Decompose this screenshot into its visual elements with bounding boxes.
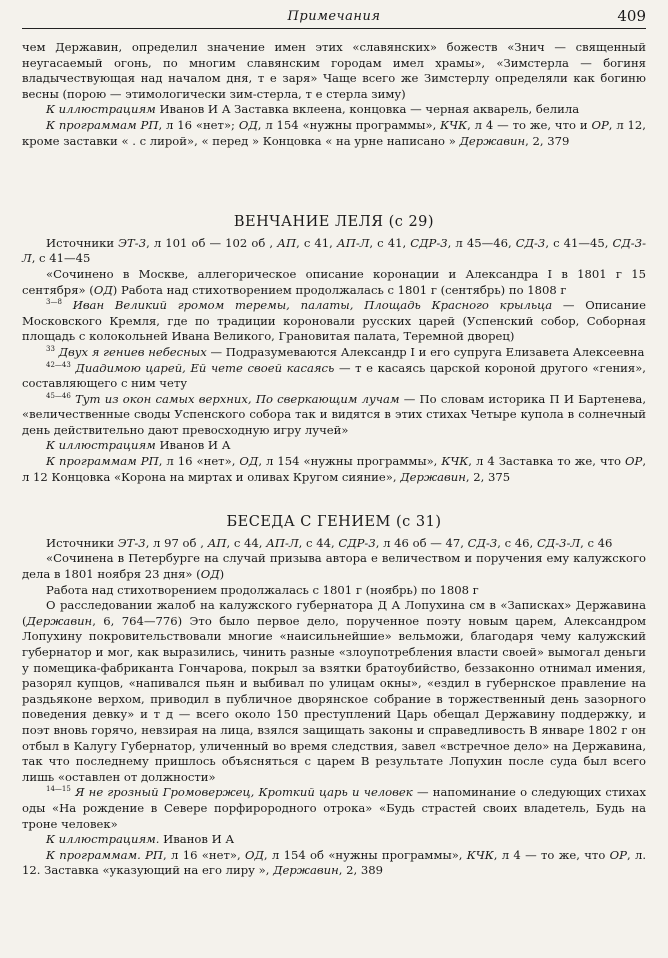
siglum: СДР-3: [338, 535, 376, 550]
illustrations-paragraph: [22, 832, 646, 848]
investigation-paragraph: [22, 598, 646, 785]
illustrations-text: Иванов И А Заставка вклеена, концовка — черная акварель, белила: [155, 102, 580, 117]
section-spacer: [22, 149, 646, 209]
siglum: КЧК: [466, 847, 494, 862]
text-span: «Сочинена в Петербурге на случай призыва автора е величеством и поручения ему калужского дела в 1801 ноября 23 дня» (: [22, 551, 646, 582]
text-span: , л 154 об «нужны программы»,: [263, 847, 467, 862]
line-reference: 3—8: [46, 298, 62, 307]
siglum: ОД: [239, 454, 259, 469]
text-span: , с 46: [580, 535, 613, 550]
text-span: , 2, 375: [465, 469, 511, 484]
section-title-venchanie: ВЕНЧАНИЕ ЛЕЛЯ (с 29): [233, 214, 435, 231]
text-span: , с 44,: [226, 535, 267, 550]
text-span: , л 154 «нужны программы»,: [258, 454, 442, 469]
text-span: , л 16 «нет»,: [163, 847, 245, 862]
siglum: Державин: [273, 863, 339, 878]
illustrations-label: К иллюстрациям: [46, 102, 156, 117]
text-span: , л 101 об — 102 об ,: [146, 235, 278, 250]
line-reference: 45—46: [46, 391, 71, 400]
illustrations-paragraph: [22, 438, 646, 454]
note-paragraph: [22, 298, 646, 345]
siglum: ОД: [200, 567, 220, 582]
programs-paragraph: [22, 848, 646, 879]
siglum: ОР: [591, 117, 609, 132]
note-text: — напоминание о следующих стихах оды «На рождение в Севере порфирородного отрока» «Будь страстей своих владетель, Будь на троне человек»: [22, 785, 646, 831]
siglum: Державин: [26, 613, 93, 628]
note-paragraph: [22, 361, 646, 392]
illustrations-text: Иванов И А: [159, 832, 235, 847]
text-span: , 6, 764—776) Это было первое дело, порученное поэту новым царем, Александром Лопухину покровительствовали многие «наисильнейшие» вельможи, благодаря чему калужский губернатор и мог, как выразились, чинить разные «злоупотребления власти своей» вымогал деньги у помещика-фабриканта Гончарова, покрыл за взятки братоубийство, беззаконно отнимал имения, разорял купцов, «напивался пьян и выбивал по улицам окны», «ездил в губернское правление на раздьяконе верхом, приводил в публичное дворянское собрание в торжественный день зазорного поведения девку» и т д — всего около 150 преступлений Царь обещал Державину поддержку, и поэт вновь горячо, невзирая на лица, взялся защищать законы и справедливость В январе 1802 г он отбыл в Калугу Губернатор, уличенный во время следствия, завел «встречное дело» на Державина, так что последнему пришлось объясняться с царем В результате Лопухин после суда был всего лишь «оставлен от должности»: [22, 613, 646, 784]
illustrations-label: К иллюстрациям: [46, 438, 156, 453]
intro-programs: [22, 118, 646, 149]
quoted-verse: Тут из окон самых верхних, По сверкающим лучам: [75, 391, 400, 406]
illustrations-label: К иллюстрациям.: [46, 832, 160, 847]
text-span: Источники: [46, 235, 119, 250]
text-span: Источники: [46, 535, 118, 550]
note-text: — По словам историка П И Бартенева, «величественные своды Успенского собора так и видятся в этих стихах Четыре купола в солнечный день действительно дают превосходную игру лучей»: [22, 391, 647, 437]
programs-label: К программам. РП: [46, 847, 164, 862]
text-span: , л 4 Заставка то же, что: [468, 454, 626, 469]
text-span: , с 41—45: [31, 251, 91, 266]
dating-paragraph: [22, 551, 646, 582]
quoted-verse: Я не грозный Громовержец, Кроткий царь и человек: [75, 785, 413, 800]
siglum: АП-Л: [336, 235, 370, 250]
intro-illustrations: [22, 102, 646, 118]
text-span: , с 41—45,: [545, 235, 613, 250]
text-span: , с 44,: [298, 535, 339, 550]
section-title-beseda: БЕСЕДА С ГЕНИЕМ (с 31): [226, 514, 442, 531]
programs-paragraph: [22, 454, 646, 485]
text-span: , л 4 — то же, что и: [467, 117, 592, 132]
quoted-verse: Двух я гениев небесных: [58, 344, 207, 359]
note-text: — т е касаясь царской короной другого «гения», составляющего с ним чету: [22, 360, 646, 391]
note-paragraph: [22, 345, 646, 361]
text-span: , л 12, кроме заставки « . с лирой», « перед » Концовка « на урне написано »: [22, 117, 646, 148]
siglum: АП-Л: [266, 535, 299, 550]
sources-paragraph: [22, 236, 646, 267]
siglum: Державин: [459, 133, 526, 148]
siglum: ЭТ-3: [118, 235, 147, 250]
siglum: КЧК: [440, 117, 468, 132]
note-text: — Описание Московского Кремля, где по традиции короновали русских царей (Успенский собор, Соборная площадь с колокольней Ивана Великого, Грановитая палата, Теремной дворец): [22, 298, 646, 344]
text-span: , 2, 379: [525, 133, 570, 148]
line-reference: 14—15: [46, 785, 71, 794]
siglum: СД-3: [467, 535, 498, 550]
quoted-verse: Иван Великий громом теремы, палаты, Площадь Красного крыльца: [72, 298, 553, 313]
text-span: , л 46 об — 47,: [375, 535, 468, 550]
text-span: , л 16 «нет»,: [158, 454, 240, 469]
illustrations-text: Иванов И А: [155, 438, 231, 453]
text-span: , с 41,: [369, 235, 411, 250]
note-paragraph: [22, 392, 646, 439]
text-span: , с 46,: [497, 535, 537, 550]
siglum: ОД: [238, 117, 258, 132]
siglum: СДР-3: [410, 235, 448, 250]
siglum: Державин: [400, 469, 466, 484]
siglum: АП: [277, 235, 297, 250]
text-span: , л 45—46,: [447, 235, 516, 250]
text-span: «Сочинено в Москве, аллегорическое описание коронации и Александра I в 1801 г 15 сентября» (: [22, 266, 646, 297]
siglum: СД-3-Л: [536, 535, 581, 550]
siglum: ОР: [625, 454, 643, 469]
siglum: ОР: [609, 847, 627, 862]
text-span: , л 16 «нет»;: [158, 117, 239, 132]
note-paragraph: [22, 785, 646, 832]
sources-paragraph: [22, 536, 646, 552]
text-span: , л 12 Концовка «Корона на миртах и оливах Кругом сияние»,: [22, 454, 647, 484]
line-reference: 33: [46, 345, 55, 354]
siglum: СД-3-Л: [22, 235, 647, 266]
dating-paragraph: [22, 267, 646, 298]
quoted-verse: Диадимою царей, Ей чете своей касаясь: [75, 360, 335, 375]
running-header: [22, 6, 646, 29]
siglum: СД-3: [515, 235, 546, 250]
siglum: ЭТ-3: [117, 535, 146, 550]
siglum: АП: [207, 535, 227, 550]
text-span: , л 4 — то же, что: [493, 847, 610, 862]
text-span: , л 154 «нужны программы»,: [257, 117, 441, 132]
programs-label: К программам РП: [46, 454, 159, 469]
text-span: , 2, 389: [338, 863, 383, 878]
page-number: 409: [617, 7, 646, 25]
note-text: — Подразумеваются Александр I и его супруга Елизавета Алексеевна: [206, 344, 645, 359]
work-period-paragraph: Работа над стихотворением продолжалась с 1801 г (ноябрь) по 1808 г: [46, 582, 479, 597]
siglum: ОД: [93, 282, 113, 297]
text-span: О расследовании жалоб на калужского губернатора Д А Лопухина см в «Записках» Державина (: [22, 598, 646, 628]
running-title: Примечания: [287, 9, 381, 24]
intro-paragraph: чем Державин, определил значение имен этих «славянских» божеств «Знич — священный неугасаемый огонь, по многим славянским городам имел храмы», «Зимстерла — богиня владычествующая над началом дня, т е заря» Чаще всего же Зимстерлу определяли как богиню весны (порою — этимологически зим-стерла, т е стерла зиму): [22, 40, 646, 101]
text-span: , л 97 об ,: [145, 535, 208, 550]
section-spacer: [22, 485, 646, 509]
siglum: ОД: [244, 847, 264, 862]
programs-label: К программам РП: [46, 117, 159, 132]
text-span: , с 41,: [296, 235, 337, 250]
line-reference: 42—43: [46, 360, 71, 369]
text-span: ) Работа над стихотворением продолжалась с 1801 г (сентябрь) по 1808 г: [112, 282, 567, 297]
text-span: , л. 12. Заставка «указующий на его лиру »,: [22, 847, 647, 878]
siglum: КЧК: [441, 454, 469, 469]
text-span: ): [219, 567, 225, 582]
page-body: [22, 40, 646, 879]
